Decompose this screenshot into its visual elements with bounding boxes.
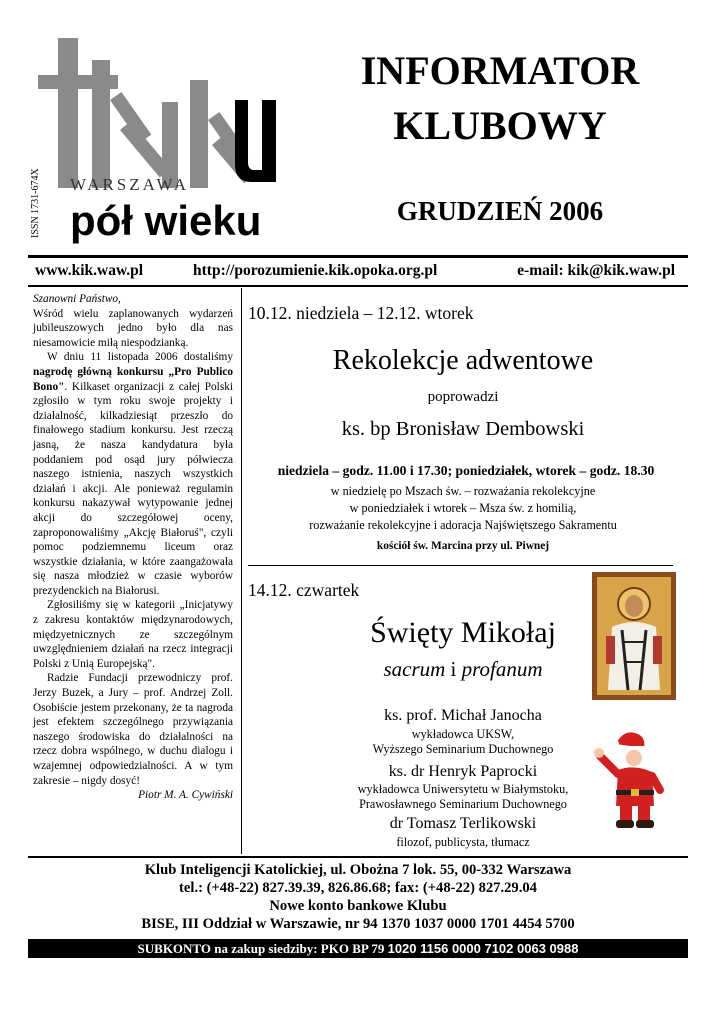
footer-rule (28, 856, 688, 858)
event1-detail: w poniedziałek i wtorek – Msza św. z homilią, (349, 501, 577, 515)
event1-detail: w niedzielę po Mszach św. – rozważania rekolekcyjne (330, 484, 596, 498)
bank-account-heading: Nowe konto bankowe Klubu (269, 898, 447, 914)
editor-letter (33, 292, 233, 803)
letter-greeting: Szanowni Państwo, (33, 293, 121, 305)
event2-subtitle: sacrum i profanum (383, 657, 543, 681)
logo-tagline: pół wieku (70, 197, 262, 244)
letter-paragraph-1: Wśród wielu zaplanowanych wydarzeń jubileuszowych jedno było dla nas niesamowicie miłą niespodzianką. (33, 307, 233, 349)
event1-place: kościół św. Marcina przy ul. Piwnej (376, 540, 550, 552)
speaker-name: ks. dr Henryk Paprocki (388, 763, 538, 780)
site-link[interactable]: www.kik.waw.pl (35, 262, 144, 279)
award-name: nagrodę główną konkursu „Pro Publico Bono" (33, 365, 233, 393)
event1-times: niedziela – godz. 11.00 i 17.30; poniedziałek, wtorek – godz. 18.30 (277, 463, 655, 478)
speaker-role: wykładowca Uniwersytetu w Białymstoku, (357, 782, 569, 796)
event1-title: Rekolekcje adwentowe (332, 345, 594, 376)
issue-date: GRUDZIEŃ 2006 (396, 196, 604, 226)
speaker-role: Prawosławnego Seminarium Duchownego (359, 797, 567, 811)
column-divider (241, 288, 242, 854)
porozumienie-link[interactable]: http://porozumienie.kik.opoka.org.pl (193, 262, 438, 279)
subaccount-bar: SUBKONTO na zakup siedziby: PKO BP 79 1020 1156 0000 7102 0063 0988 (28, 939, 688, 958)
kik-logo (30, 30, 290, 245)
santa-claus-image (594, 726, 666, 830)
club-phones: tel.: (+48-22) 827.39.39, 826.86.68; fax: (+48-22) 827.29.04 (179, 880, 537, 896)
newsletter-title-line1: INFORMATOR (360, 48, 640, 93)
speaker-role: Wyższego Seminarium Duchownego (372, 742, 554, 756)
event1-detail: rozważanie rekolekcyjne i adoracja Najświętszego Sakramentu (309, 518, 617, 532)
speaker-name: dr Tomasz Terlikowski (389, 815, 537, 832)
event2-title: Święty Mikołaj (370, 616, 556, 649)
event1-date: 10.12. niedziela – 12.12. wtorek (248, 303, 474, 323)
links-bar (35, 262, 675, 282)
header-rule (28, 255, 688, 258)
issn-label (18, 150, 48, 240)
letter-paragraph-2: W dniu 11 listopada 2006 dostaliśmy nagrodę główną konkursu „Pro Publico Bono". Kilkaset organizacji z całej Polski zgłosiło w tym roku swoje projekty i działalność, kilkadziesiąt przeszło do finałowego stadium konkursu. Jest rzeczą jasną, że nasza kandydatura była poddaniem pod osąd jury półwiecza naszego istnienia, naszych wszystkich działań i akcji. Ale ponieważ regulamin konkursu nakazywał wytypowanie jednej akcji do szczegółowej oceny, zaproponowaliśmy „Akcję Białoruś", czyli pomoc podziemnemu liceum oraz wszystkie działania, w które zaangażowała się nasza młodzież w czasie wyborów prezydenckich na Białorusi. (33, 351, 233, 597)
svg-text:ISSN 1731-674X: ISSN 1731-674X (30, 168, 41, 238)
speaker-name: ks. prof. Michał Janocha (384, 707, 542, 724)
event1-lead: poprowadzi (427, 389, 499, 405)
email-link[interactable]: e-mail: kik@kik.waw.pl (517, 262, 675, 279)
saint-nicholas-icon-image (592, 572, 676, 700)
events-divider (248, 565, 673, 566)
letter-paragraph-4: Radzie Fundacji przewodniczy prof. Jerzy Buzek, a Jury – prof. Andrzej Zoll. Osobiście jestem przekonany, że ta nagroda jest efektem szczególnego przywiązania naszego środowiska do działalności na rzecz dobra wspólnego, w duchu dialogu i wzajemnej odpowiedzialności. A w tym zakresie – nigdy dosyć! (33, 672, 233, 787)
letter-signature: Piotr M. A. Cywiński (138, 789, 233, 802)
speaker-role: filozof, publicysta, tłumacz (396, 835, 530, 849)
newsletter-title-line2: KLUBOWY (393, 103, 607, 148)
bank-account-number: BISE, III Oddział w Warszawie, nr 94 1370 1037 0000 1701 4454 5700 (141, 916, 575, 932)
event2-date: 14.12. czwartek (248, 580, 360, 600)
letter-paragraph-3: Zgłosiliśmy się w kategorii „Inicjatywy z zakresu kontaktów międzynarodowych, międzyetnicznych ze szczególnym uwzględnieniem działań na rzecz integracji Polski z Unią Europejską". (33, 599, 233, 670)
club-address: Klub Inteligencji Katolickiej, ul. Obożna 7 lok. 55, 00-332 Warszawa (144, 862, 572, 878)
logo-city: WARSZAWA (70, 175, 189, 194)
subaccount-number: 1020 1156 0000 7102 0063 0988 (387, 941, 579, 956)
speaker-role: wykładowca UKSW, (411, 727, 515, 741)
event1-speaker: ks. bp Bronisław Dembowski (341, 418, 585, 440)
links-rule (28, 285, 688, 287)
